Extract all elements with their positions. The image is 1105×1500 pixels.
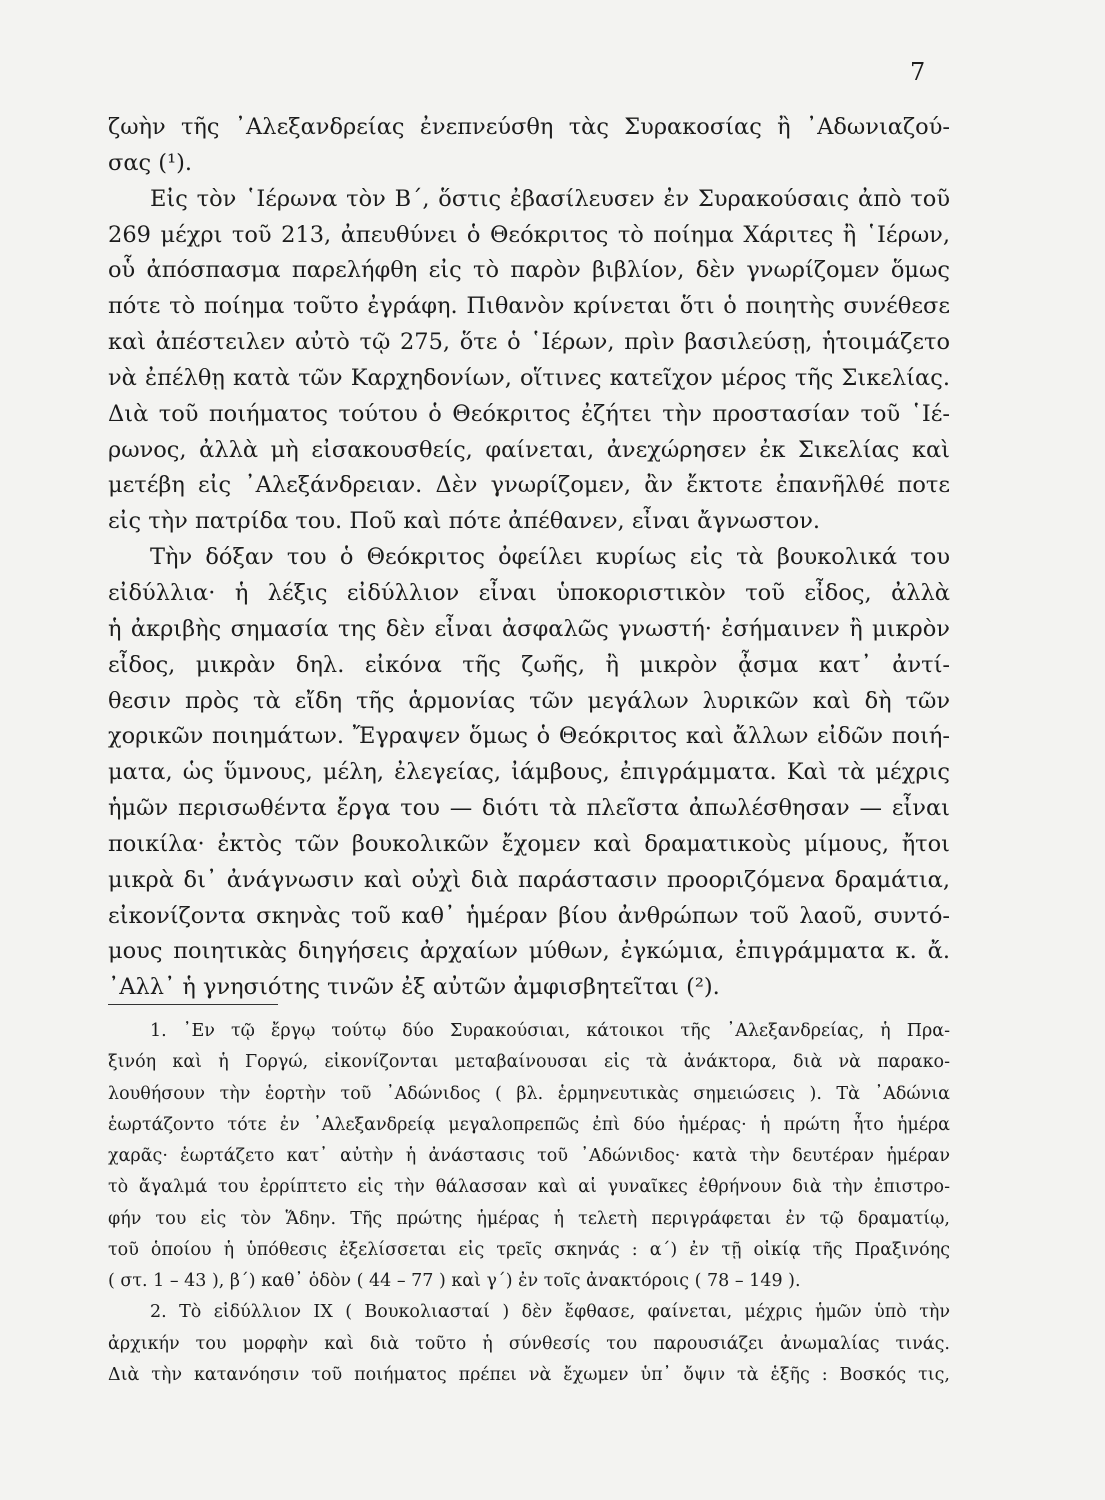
text-line: θεσιν πρὸς τὰ εἴδη τῆς ἁρμονίας τῶν μεγάλων λυρικῶν καὶ δὴ τῶν: [108, 687, 950, 714]
footnote-line: χαρᾶς· ἑωρτάζετο κατ᾿ αὐτὴν ἡ ἀνάστασις τοῦ ᾿Αδώνιδος· κατὰ τὴν δευτέραν ἡμέραν: [108, 1146, 950, 1166]
text-line: Εἰς τὸν ῾Ιέρωνα τὸν Β΄, ὅστις ἐβασίλευσεν ἐν Συρακούσαις ἀπὸ τοῦ: [150, 185, 950, 212]
footnote-line: τοῦ ὁποίου ἡ ὑπόθεσις ἐξελίσσεται εἰς τρεῖς σκηνάς : α΄) ἐν τῇ οἰκίᾳ τῆς Πραξινόης: [108, 1239, 950, 1260]
footnote-rule: [108, 1004, 278, 1005]
footnote-line: 2. Τὸ εἰδύλλιον IX ( Βουκολιασταί ) δὲν ἔφθασε, φαίνεται, μέχρις ἡμῶν ὑπὸ τὴν: [150, 1302, 950, 1323]
footnote-line: τὸ ἄγαλμά του ἐρρίπτετο εἰς τὴν θάλασσαν καὶ αἱ γυναῖκες ἐθρήνουν διὰ τὴν ἐπιστρο-: [108, 1177, 950, 1198]
text-line: ἡ ἀκριβὴς σημασία της δὲν εἶναι ἀσφαλῶς γνωστή· ἐσήμαινεν ἢ μικρὸν: [108, 615, 950, 642]
text-line: νὰ ἐπέλθῃ κατὰ τῶν Καρχηδονίων, οἵτινες κατεῖχον μέρος τῆς Σικελίας.: [108, 364, 950, 391]
text-line: Διὰ τοῦ ποιήματος τούτου ὁ Θεόκριτος ἐζήτει τὴν προστασίαν τοῦ ῾Ιέ-: [108, 400, 950, 427]
body-text: [108, 110, 950, 1006]
footnote-line: ξινόη καὶ ἡ Γοργώ, εἰκονίζονται μεταβαίνουσαι εἰς τὰ ἀνάκτορα, διὰ νὰ παρακο-: [108, 1052, 950, 1073]
footnote-line: ἑωρτάζοντο τότε ἐν ᾿Αλεξανδρείᾳ μεγαλοπρεπῶς ἐπὶ δύο ἡμέρας· ἡ πρώτη ἦτο ἡμέρα: [108, 1114, 950, 1135]
text-line: ᾿Αλλ᾿ ἡ γνησιότης τινῶν ἐξ αὐτῶν ἀμφισβητεῖται (²).: [108, 974, 720, 1001]
text-line: ἡμῶν περισωθέντα ἔργα του — διότι τὰ πλεῖστα ἀπωλέσθησαν — εἶναι: [108, 795, 950, 822]
text-line: ρωνος, ἀλλὰ μὴ εἰσακουσθείς, φαίνεται, ἀνεχώρησεν ἐκ Σικελίας καὶ: [108, 436, 950, 463]
text-line: πότε τὸ ποίημα τοῦτο ἐγράφη. Πιθανὸν κρίνεται ὅτι ὁ ποιητὴς συνέθεσε: [108, 293, 950, 320]
text-line: εἰδύλλια· ἡ λέξις εἰδύλλιον εἶναι ὑποκοριστικὸν τοῦ εἶδος, ἀλλὰ: [108, 579, 950, 606]
text-line: οὗ ἀπόσπασμα παρελήφθη εἰς τὸ παρὸν βιβλίον, δὲν γνωρίζομεν ὅμως: [108, 257, 950, 284]
text-line: 269 μέχρι τοῦ 213, ἀπευθύνει ὁ Θεόκριτος τὸ ποίημα Χάριτες ἢ ῾Ιέρων,: [108, 221, 950, 248]
text-line: χορικῶν ποιημάτων. Ἔγραψεν ὅμως ὁ Θεόκριτος καὶ ἄλλων εἰδῶν ποιή-: [108, 723, 950, 750]
text-line: καὶ ἀπέστειλεν αὐτὸ τῷ 275, ὅτε ὁ ῾Ιέρων, πρὶν βασιλεύσῃ, ἡτοιμάζετο: [108, 329, 950, 356]
text-line: μους ποιητικὰς διηγήσεις ἀρχαίων μύθων, ἐγκώμια, ἐπιγράμματα κ. ἄ.: [108, 938, 950, 965]
text-line: εἶδος, μικρὰν δηλ. εἰκόνα τῆς ζωῆς, ἢ μικρὸν ᾆσμα κατ᾿ ἀντί-: [108, 651, 950, 678]
text-line: σας (¹).: [108, 149, 193, 176]
footnote-line: λουθήσουν τὴν ἑορτὴν τοῦ ᾿Αδώνιδος ( βλ. ἑρμηνευτικὰς σημειώσεις ). Τὰ ᾿Αδώνια: [108, 1083, 950, 1104]
text-line: ζωὴν τῆς ᾿Αλεξανδρείας ἐνεπνεύσθη τὰς Συρακοσίας ἢ ᾿Αδωνιαζού-: [108, 114, 950, 140]
text-line: Τὴν δόξαν του ὁ Θεόκριτος ὀφείλει κυρίως εἰς τὰ βουκολικά του: [150, 544, 950, 571]
text-line: μικρὰ δι᾿ ἀνάγνωσιν καὶ οὐχὶ διὰ παράστασιν προοριζόμενα δραμάτια,: [108, 866, 950, 893]
text-line: ποικίλα· ἐκτὸς τῶν βουκολικῶν ἔχομεν καὶ δραματικοὺς μίμους, ἤτοι: [108, 830, 950, 857]
footnotes: [108, 1016, 950, 1391]
text-line: εἰς τὴν πατρίδα του. Ποῦ καὶ πότε ἀπέθανεν, εἶναι ἄγνωστον.: [108, 508, 821, 535]
text-line: ματα, ὡς ὕμνους, μέλη, ἐλεγείας, ἰάμβους, ἐπιγράμματα. Καὶ τὰ μέχρις: [108, 759, 950, 786]
footnote-line: Διὰ τὴν κατανόησιν τοῦ ποιήματος πρέπει νὰ ἔχωμεν ὑπ᾿ ὄψιν τὰ ἑξῆς : Βοσκός τις,: [108, 1364, 950, 1385]
footnote-line: ἀρχικήν του μορφὴν καὶ διὰ τοῦτο ἡ σύνθεσίς του παρουσιάζει ἀνωμαλίας τινάς.: [108, 1333, 950, 1354]
footnote-line: 1. ᾿Εν τῷ ἔργῳ τούτῳ δύο Συρακούσιαι, κάτοικοι τῆς ᾿Αλεξανδρείας, ἡ Πρα-: [150, 1021, 950, 1041]
text-line: εἰκονίζοντα σκηνὰς τοῦ καθ᾿ ἡμέραν βίου ἀνθρώπων τοῦ λαοῦ, συντό-: [108, 902, 950, 929]
page-number: 7: [910, 58, 926, 86]
text-line: μετέβη εἰς ᾿Αλεξάνδρειαν. Δὲν γνωρίζομεν, ἂν ἔκτοτε ἐπανῆλθέ ποτε: [108, 472, 950, 499]
footnote-line: ( στ. 1 – 43 ), β΄) καθ᾿ ὁδὸν ( 44 – 77 ) καὶ γ΄) ἐν τοῖς ἀνακτόροις ( 78 – 149 ).: [108, 1271, 801, 1291]
footnote-line: φήν του εἰς τὸν Ἅδην. Τῆς πρώτης ἡμέρας ἡ τελετὴ περιγράφεται ἐν τῷ δραματίῳ,: [108, 1208, 950, 1229]
